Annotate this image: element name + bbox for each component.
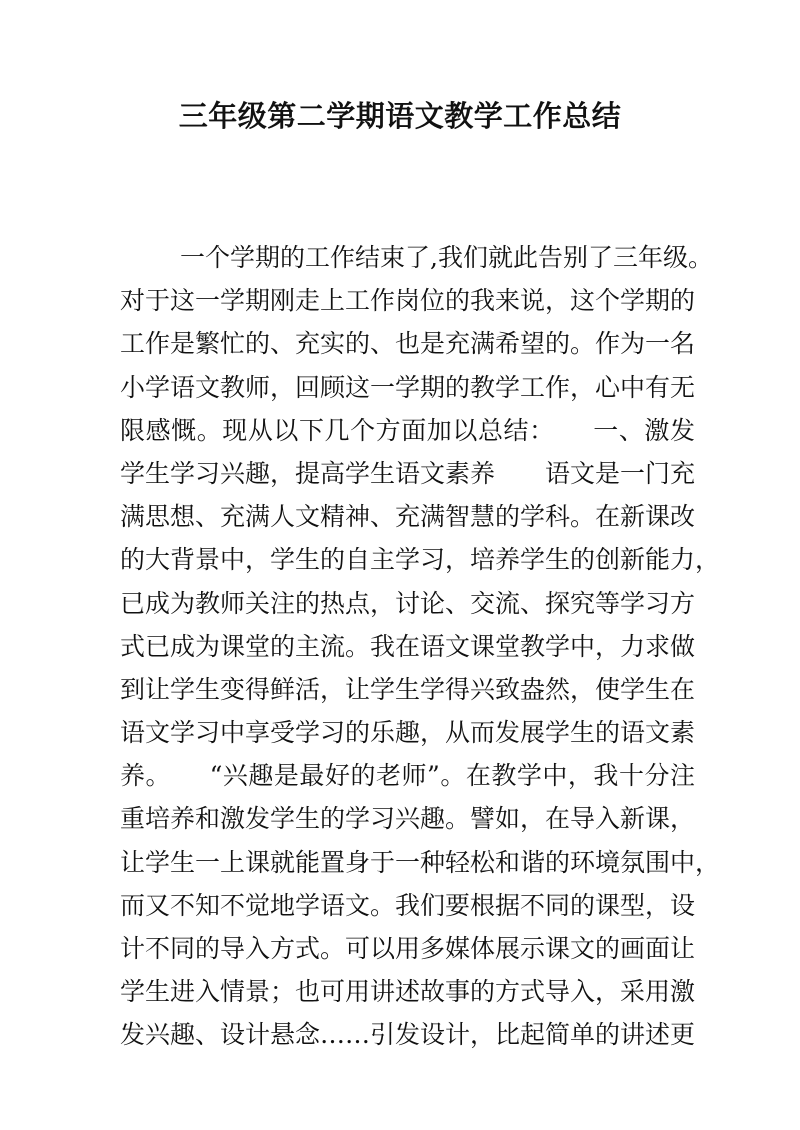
body-line: 学生进入情景；也可用讲述故事的方式导入，采用激 xyxy=(120,977,696,1007)
body-line: 已成为教师关注的热点，讨论、交流、探究等学习方 xyxy=(120,588,696,618)
body-line: 限感慨。现从以下几个方面加以总结： 一、激发 xyxy=(120,415,695,445)
body-line: 小学语文教师，回顾这一学期的教学工作，心中有无 xyxy=(120,372,696,402)
body-line: 式已成为课堂的主流。我在语文课堂教学中，力求做 xyxy=(120,631,696,661)
body-line: 计不同的导入方式。可以用多媒体展示课文的画面让 xyxy=(120,934,696,963)
body-line: 满思想、充满人文精神、充满智慧的学科。在新课改 xyxy=(120,502,696,532)
body-line: 一个学期的工作结束了,我们就此告别了三年级。 xyxy=(180,243,713,272)
body-line: 的大背景中，学生的自主学习，培养学生的创新能力， xyxy=(120,545,721,575)
body-line: 对于这一学期刚走上工作岗位的我来说，这个学期的 xyxy=(120,286,696,316)
body-line: 到让学生变得鲜活，让学生学得兴致盎然，使学生在 xyxy=(120,674,696,704)
body-line: 工作是繁忙的、充实的、也是充满希望的。作为一名 xyxy=(120,329,696,359)
body-line: 重培养和激发学生的学习兴趣。譬如，在导入新课， xyxy=(120,804,696,834)
body-line: 让学生一上课就能置身于一种轻松和谐的环境氛围中， xyxy=(120,847,721,877)
body-line: 而又不知不觉地学语文。我们要根据不同的课型，设 xyxy=(120,890,696,920)
body-line: 学生学习兴趣，提高学生语文素养 语文是一门充 xyxy=(120,458,696,488)
document-body xyxy=(120,236,721,1057)
body-line: 养。 “兴趣是最好的老师”。在教学中，我十分注 xyxy=(120,761,695,791)
body-line: 发兴趣、设计悬念……引发设计，比起简单的讲述更 xyxy=(120,1020,696,1050)
document-title: 三年级第二学期语文教学工作总结 xyxy=(178,99,622,133)
body-line: 语文学习中享受学习的乐趣，从而发展学生的语文素 xyxy=(120,718,696,748)
